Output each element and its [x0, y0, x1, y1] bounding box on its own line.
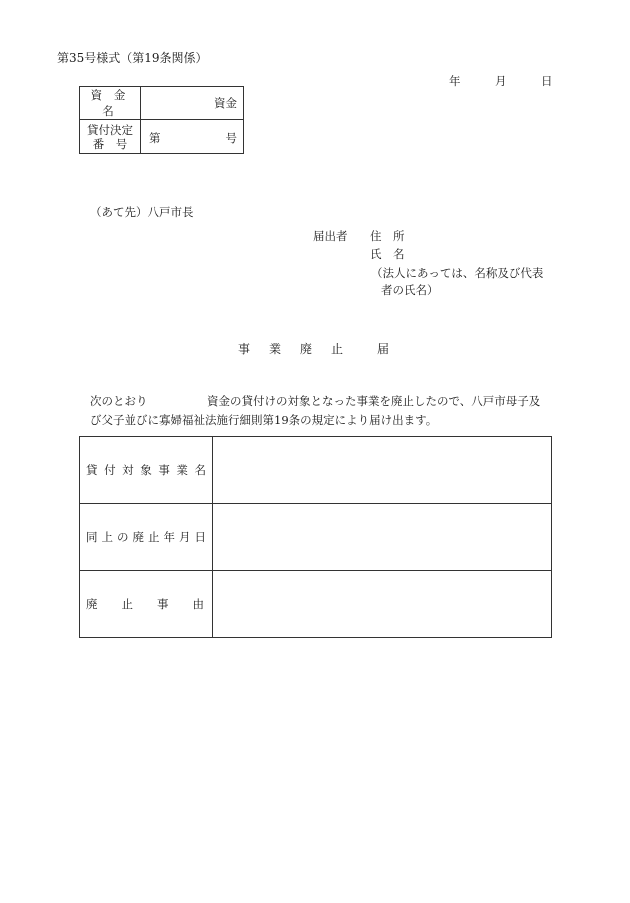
number-suffix: 号 [225, 131, 237, 145]
table-row [80, 437, 552, 504]
label-char: 止 [148, 530, 160, 544]
name-label: 氏 名 [370, 247, 405, 261]
loan-decision-label-line1: 貸付決定 [87, 122, 133, 137]
label-char: 事 [158, 463, 170, 477]
title-char: 止 [331, 342, 344, 356]
number-prefix: 第 [149, 131, 161, 145]
body-line1-prefix: 次のとおり [90, 394, 148, 408]
label-char: 名 [194, 463, 206, 477]
label-char: 業 [176, 463, 188, 477]
label-char: 日 [194, 530, 206, 544]
label-char: 月 [179, 530, 191, 544]
title-char: 届 [377, 342, 390, 356]
fund-info-table [79, 86, 244, 154]
title-char: 事 [238, 342, 251, 356]
fund-name-field[interactable] [141, 87, 244, 120]
loan-decision-label [80, 120, 141, 154]
date-month-label: 月 [495, 74, 507, 88]
loan-decision-number-field[interactable] [141, 120, 244, 154]
label-char: の [117, 530, 129, 544]
label-char: 付 [104, 463, 116, 477]
body-line1-rest: 資金の貸付けの対象となった事業を廃止したので、八戸市母子及 [207, 394, 541, 408]
label-char: 貸 [86, 463, 98, 477]
abolition-reason-label [80, 571, 213, 638]
business-abolition-table [79, 436, 552, 638]
fund-name-row [80, 87, 244, 120]
loan-decision-label-line2: 番 号 [92, 136, 128, 151]
corporation-note-line1: （法人にあっては、名称及び代表 [371, 266, 544, 280]
table-row [80, 571, 552, 638]
label-char: 廃 [86, 597, 98, 611]
date-day-label: 日 [541, 74, 553, 88]
title-char: 業 [269, 342, 282, 356]
fund-suffix: 資金 [214, 96, 237, 110]
label-char: 象 [140, 463, 152, 477]
table-row [80, 504, 552, 571]
form-number: 第35号様式（第19条関係） [57, 51, 208, 65]
address-label: 住 所 [370, 229, 405, 243]
abolition-reason-field[interactable] [213, 571, 552, 638]
date-year-label: 年 [449, 74, 461, 88]
label-char: 由 [192, 597, 204, 611]
loan-decision-row [80, 120, 244, 154]
label-char: 同 [86, 530, 98, 544]
fund-name-label: 資 金 名 [80, 87, 141, 120]
addressee: （あて先）八戸市長 [90, 205, 194, 219]
body-line2: び父子並びに寡婦福祉法施行細則第19条の規定により届け出ます。 [90, 413, 438, 427]
label-char: 対 [122, 463, 134, 477]
label-char: 止 [121, 597, 133, 611]
label-char: 廃 [132, 530, 144, 544]
title-char: 廃 [300, 342, 313, 356]
loan-target-business-field[interactable] [213, 437, 552, 504]
notifier-label: 届出者 [313, 229, 348, 243]
label-char: 上 [101, 530, 113, 544]
corporation-note-line2: 者の氏名） [381, 283, 439, 297]
label-char: 事 [157, 597, 169, 611]
abolition-date-label [80, 504, 213, 571]
label-char: 年 [163, 530, 175, 544]
abolition-date-field[interactable] [213, 504, 552, 571]
loan-target-business-label [80, 437, 213, 504]
